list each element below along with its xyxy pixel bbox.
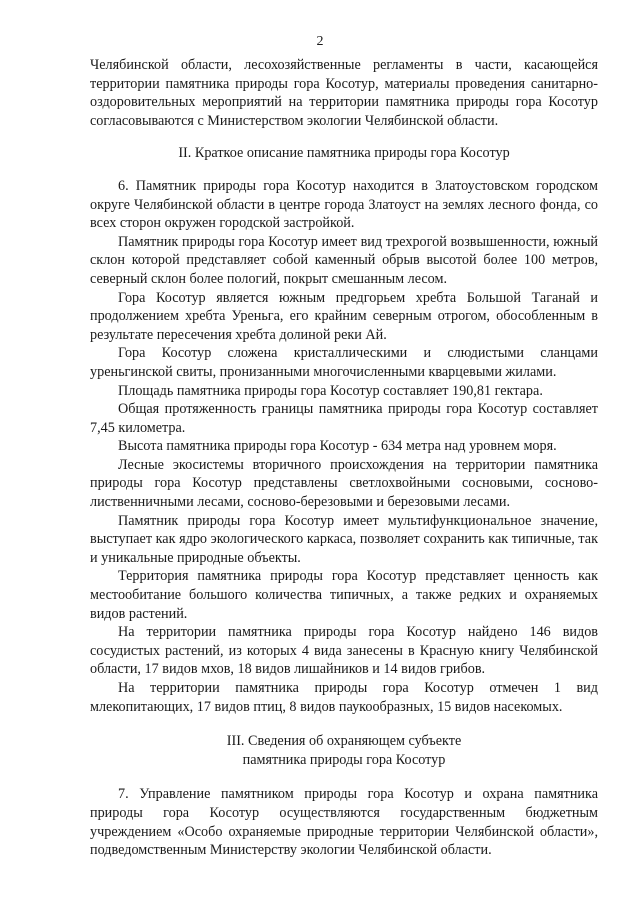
section-2-paragraph: Площадь памятника природы гора Косотур составляет 190,81 гектара. — [118, 382, 543, 399]
section-3-heading-line-2: памятника природы гора Косотур — [242, 751, 446, 768]
section-2-paragraph: Территория памятника природы гора Косотур представляет ценность как местообитание большого количества типичных, а также редких и охраняемых видов растений. — [90, 568, 598, 622]
section-2-paragraph: Памятник природы гора Косотур имеет мультифункциональное значение, выступает как ядро экологического каркаса, позволяет сохранить как типичные, так и уникальные природные объекты. — [90, 512, 598, 566]
section-2-heading: II. Краткое описание памятника природы гора Косотур — [178, 145, 510, 162]
section-2-paragraph: Общая протяженность границы памятника природы гора Косотур составляет 7,45 километра. — [90, 401, 598, 436]
section-2-paragraph: 6. Памятник природы гора Косотур находится в Златоустовском городском округе Челябинской области в центре города Златоуст на землях лесного фонда, со всех сторон окружен городской застройкой. — [90, 177, 598, 232]
section-2-paragraph: На территории памятника природы гора Косотур отмечен 1 вид млекопитающих, 17 видов птиц, 8 видов паукообразных, 15 видов насекомых. — [90, 680, 598, 715]
document-body — [90, 56, 598, 860]
intro-paragraph: Челябинской области, лесохозяйственные регламенты в части, касающейся территории памятника природы гора Косотур, материалы проведения санитарно-оздоровительных мероприятий на территории памятника природы гора Косотур согласовываются с Министерством экологии Челябинской области. — [90, 57, 598, 129]
section-2-paragraph: На территории памятника природы гора Косотур найдено 146 видов сосудистых растений, из которых 4 вида занесены в Красную книгу Челябинской области, 17 видов мхов, 18 видов лишайников и 14 видов грибов. — [90, 624, 598, 678]
section-2-paragraph: Лесные экосистемы вторичного происхождения на территории памятника природы гора Косотур представлены светлохвойными сосновыми, сосново-лиственничными лесами, сосново-березовыми и березовыми лесами. — [90, 456, 598, 511]
page-number: 2 — [316, 34, 324, 49]
section-2-paragraph: Гора Косотур сложена кристаллическими и слюдистыми сланцами уреньгинской свиты, пронизанными многочисленными кварцевыми жилами. — [90, 345, 598, 380]
section-3-heading-line-1: III. Сведения об охраняющем субъекте — [226, 733, 462, 750]
section-3-paragraph: 7. Управление памятником природы гора Косотур и охрана памятника природы гора Косотур осуществляются государственным бюджетным учреждением «Особо охраняемые природные территории Челябинской области», подведомственным Министерству экологии Челябинской области. — [90, 786, 598, 859]
section-2-paragraph: Памятник природы гора Косотур имеет вид трехрогой возвышенности, южный склон которой представляет собой каменный обрыв высотой более 100 метров, северный склон более пологий, покрыт смешанным лесом. — [90, 233, 598, 287]
section-2-paragraph: Высота памятника природы гора Косотур - 634 метра над уровнем моря. — [118, 438, 557, 455]
section-3-heading — [90, 732, 598, 769]
section-2-paragraph: Гора Косотур является южным предгорьем хребта Большой Таганай и продолжением хребта Уреньга, его крайним северным отрогом, обособленным в результате пересечения хребта долиной реки Ай. — [90, 289, 598, 343]
